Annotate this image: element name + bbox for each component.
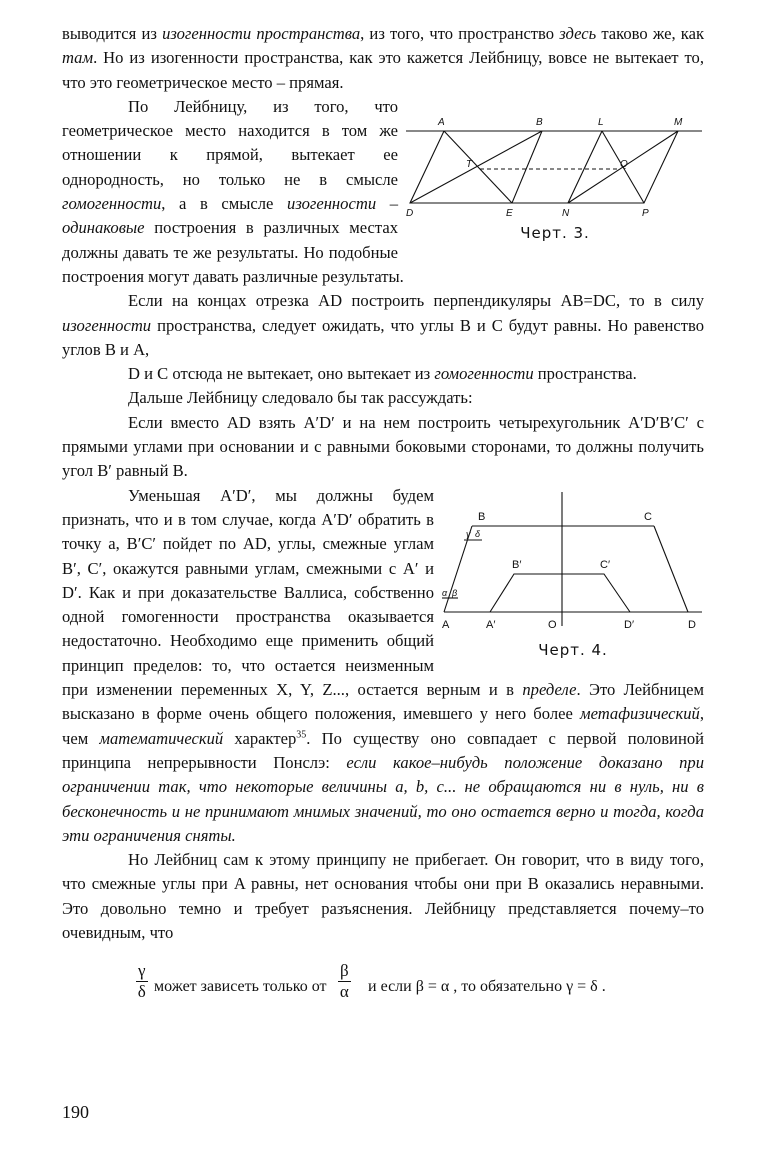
fig4-label-B-prime: B′ [512, 558, 522, 571]
figure-3-caption: Черт. 3. [520, 223, 590, 242]
fig3-label-N: N [562, 207, 570, 219]
fig4-label-C: C [644, 510, 652, 523]
fig3-label-Q: Q [620, 158, 628, 170]
fig4-label-D-prime: D′ [624, 618, 635, 631]
formula-text-2: и если β = α , то обязательно γ = δ . [368, 978, 606, 996]
paragraph-6: Если вместо AD взять A′D′ и на нем построить четырехугольник A′D′B′C′ с прямыми углами при основании и с равными боковыми сторонами, то должны получить угол B′ равный B. [62, 412, 704, 481]
fig4-label-A: A [442, 618, 450, 631]
page-number: 190 [62, 1102, 89, 1122]
formula-fraction-beta-alpha: $\frac{\beta}{\alpha}$ [339, 961, 349, 1002]
paragraph-1: выводится из изогенности пространства, из того, что пространство здесь таково же, как там. Но из изогенности пространства, как это кажется Лейбницу, вовсе не вытекает то, что это геометрическое место – прямая. [62, 24, 705, 92]
figure-3 [406, 109, 704, 245]
fig3-label-T: T [466, 158, 473, 170]
fig4-label-gamma: γ [466, 528, 471, 539]
paragraph-4: D и C отсюда не вытекает, оно вытекает из гомогенности пространства. [128, 364, 637, 384]
fig3-label-B: B [536, 116, 543, 128]
formula-fraction-gamma-delta: $\frac{\gamma}{\delta}$ [137, 961, 146, 1002]
figure-4 [442, 488, 704, 662]
fig4-label-D: D [688, 618, 696, 631]
fig4-label-delta: δ [475, 528, 481, 539]
paragraph-7: Уменьшая A′D′, мы должны будем признать, что и в том случае, когда A′D′ обратить в точку a, B′C′ пойдет по AD, углы, смежные углам B′, C′, окажутся равными углам, смежными с A′ и D′. Как и при доказательстве Валлиса, собственно одной гомогенности пространства оказывается недостаточно. Необходимо еще применить общий принцип пределов: то, что остается неизменным при изменении переменных X, Y, Z..., остается верным и в пределе. Это Лейбницем высказано в форме очень общего положения, имевшего у него более метафизический, чем математический характер$^{35}$. По существу оно совпадает с первой половиной принципа непрерывности Понслэ: если какое–нибудь положение доказано при ограничении так, что некоторые величины a, b, c... не обращаются ни в нуль, ни в бесконечность и не принимают мнимых значений, то оно остается верно и тогда, когда эти ограничения сняты. [62, 485, 704, 845]
fig4-label-O: O [548, 618, 557, 631]
paragraph-5: Дальше Лейбницу следовало бы так рассуждать: [128, 388, 473, 408]
paragraph-8: Но Лейбниц сам к этому принципу не прибегает. Он говорит, что в виду того, что смежные углы при A равны, нет основания чтобы они при B оказались неравными. Это довольно темно и требует разъяснения. Лейбницу представляется почему–то очевидным, что [62, 850, 704, 942]
fig3-label-A: A [438, 116, 445, 128]
fig4-label-alpha: α [442, 587, 448, 598]
fig4-label-B: B [478, 510, 486, 523]
fig3-label-D: D [406, 207, 414, 219]
page-body [62, 22, 704, 1013]
paragraph-2: По Лейбницу, из того, что геометрическое место находится в том же отношении к прямой, вытекает ее однородность, но только не в смысле гомогенности, а в смысле изогенности – одинаковые построения в различных местах должны давать те же результаты. Но подобные построения могут давать различные результаты. [62, 96, 404, 286]
formula-text-1: может зависеть только от [154, 978, 327, 996]
fig3-label-L: L [598, 116, 604, 128]
fig4-label-C-prime: C′ [600, 558, 611, 571]
fig3-label-P: P [642, 207, 649, 219]
fig3-label-E: E [506, 207, 513, 219]
paragraph-3: Если на концах отрезка AD построить перпендикуляры AB=DC, то в силу изогенности пространства, следует ожидать, что углы B и C будут равны. Но равенство углов B и A, [62, 291, 704, 359]
fig4-label-A-prime: A′ [486, 618, 496, 631]
fig4-label-beta: β [452, 587, 458, 598]
figure-4-drawing [442, 488, 704, 638]
figure-3-drawing [406, 109, 704, 219]
formula [62, 959, 704, 1013]
figure-4-caption: Черт. 4. [538, 640, 608, 659]
fig3-label-M: M [674, 116, 683, 128]
